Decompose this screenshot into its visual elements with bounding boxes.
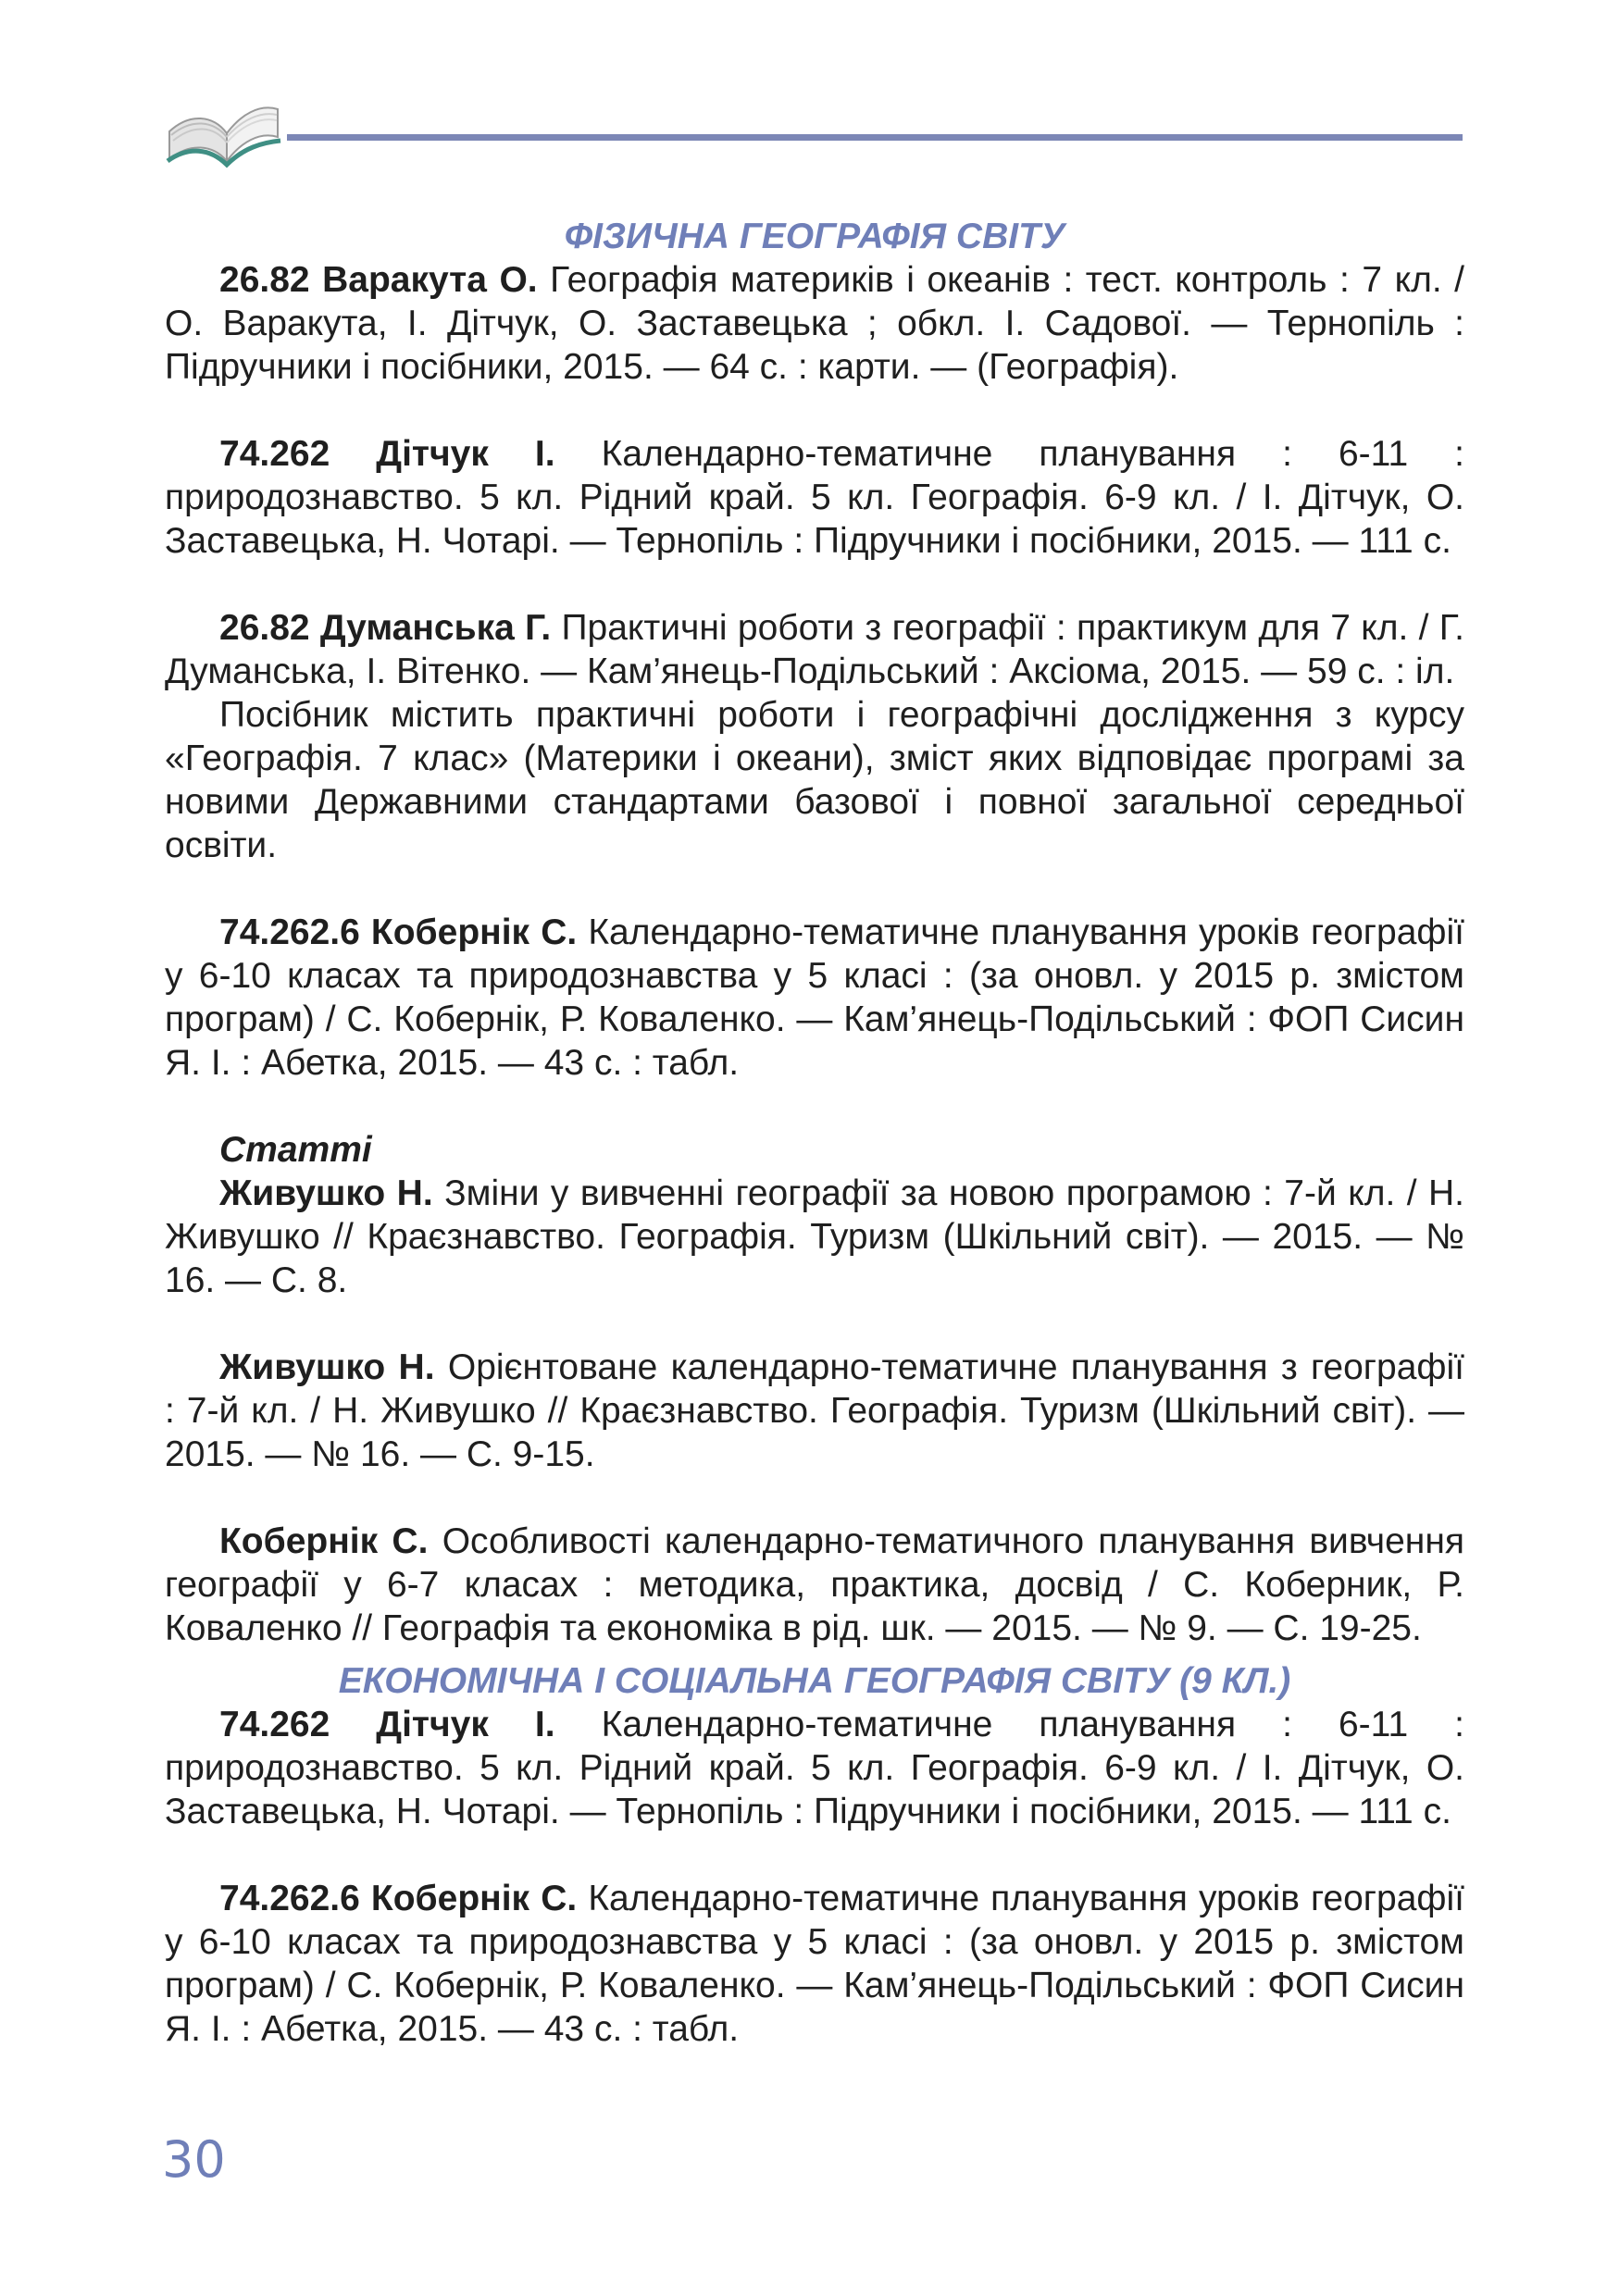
entry-head: Живушко Н. — [219, 1347, 435, 1387]
open-book-icon — [162, 76, 282, 168]
entry-head: 74.262.6 Кобернік С. — [219, 912, 578, 952]
articles-heading: Статті — [219, 1130, 372, 1170]
article-entry — [165, 1346, 1464, 1476]
section-title: ЕКОНОМІЧНА І СОЦІАЛЬНА ГЕОГРАФІЯ СВІТУ (9 КЛ.) — [338, 1661, 1291, 1701]
bib-entry — [165, 258, 1464, 389]
entry-annotation: Посібник містить практичні роботи і географічні дослідження з курсу «Географія. 7 клас» (Материки і океани), зміст яких відповідає програмі за новими Державними стандартами базової і повної загальної середньої освіти. — [165, 695, 1464, 865]
entry-head: Кобернік С. — [219, 1521, 429, 1561]
article-entry — [165, 1520, 1464, 1650]
entry-head: 74.262.6 Кобернік С. — [219, 1879, 578, 1918]
section-title: ФІЗИЧНА ГЕОГРАФІЯ СВІТУ — [564, 217, 1065, 256]
entry-text: Географія материків і океанів : тест. контроль : 7 кл. / О. Варакута, І. Дітчук, О. Заставецька ; обкл. І. Садової. — Тернопіль : Підручники і посібники, 2015. — 64 с. : карти. — (Географія). — [165, 260, 1465, 387]
entry-head: 74.262 Дітчук І. — [219, 434, 555, 474]
entry-text: Календарно-тематичне планування уроків географії у 6-10 класах та природознавства у 5 класі : (за оновл. у 2015 р. змістом програм) / С. Кобернік, Р. Коваленко. — Кам’янець-Подільський : ФОП Сисин Я. І. : Абетка, 2015. — 43 с. : табл. — [165, 912, 1464, 1083]
header-rule — [287, 134, 1463, 141]
bib-entry — [165, 606, 1464, 867]
entry-head: Живушко Н. — [219, 1173, 433, 1213]
bib-entry — [165, 1703, 1464, 1833]
page-number: 30 — [162, 2130, 226, 2189]
entry-text: Орієнтоване календарно-тематичне планування з географії : 7-й кл. / Н. Живушко // Краєзнавство. Географія. Туризм (Шкільний світ). — 2015. — № 16. — С. 9-15. — [165, 1347, 1464, 1474]
entry-head: 74.262 Дітчук І. — [219, 1705, 555, 1744]
entry-text: Календарно-тематичне планування уроків географії у 6-10 класах та природознавства у 5 класі : (за оновл. у 2015 р. змістом програм) / С. Кобернік, Р. Коваленко. — Кам’янець-Подільський : ФОП Сисин Я. І. : Абетка, 2015. — 43 с. : табл. — [165, 1879, 1464, 2049]
entry-text: Зміни у вивченні географії за новою програмою : 7-й кл. / Н. Живушко // Краєзнавство. Географія. Туризм (Шкільний світ). — 2015. — № 16. — С. 8. — [165, 1173, 1464, 1300]
article-entry — [165, 1172, 1464, 1302]
bib-entry — [165, 432, 1464, 563]
bib-entry — [165, 911, 1464, 1085]
entry-text: Календарно-тематичне планування : 6-11 : природознавство. 5 кл. Рідний край. 5 кл. Географія. 6-9 кл. / І. Дітчук, О. Заставецька, Н. Чотарі. — Тернопіль : Підручники і посібники, 2015. — 111 с. — [165, 434, 1464, 561]
entry-text: Особливості календарно-тематичного планування вивчення географії у 6-7 класах : методика, практика, досвід / С. Коберник, Р. Коваленко // Географія та економіка в рід. шк. — 2015. — № 9. — С. 19-25. — [165, 1521, 1464, 1648]
page-content — [165, 215, 1464, 2051]
entry-text: Практичні роботи з географії : практикум для 7 кл. / Г. Думанська, І. Вітенко. — Кам’янець-Подільський : Аксіома, 2015. — 59 с. : іл. — [165, 608, 1464, 691]
bib-entry — [165, 1877, 1464, 2051]
entry-head: 26.82 Варакута О. — [219, 260, 538, 300]
entry-head: 26.82 Думанська Г. — [219, 608, 552, 648]
entry-text: Календарно-тематичне планування : 6-11 : природознавство. 5 кл. Рідний край. 5 кл. Географія. 6-9 кл. / І. Дітчук, О. Заставецька, Н. Чотарі. — Тернопіль : Підручники і посібники, 2015. — 111 с. — [165, 1705, 1464, 1831]
